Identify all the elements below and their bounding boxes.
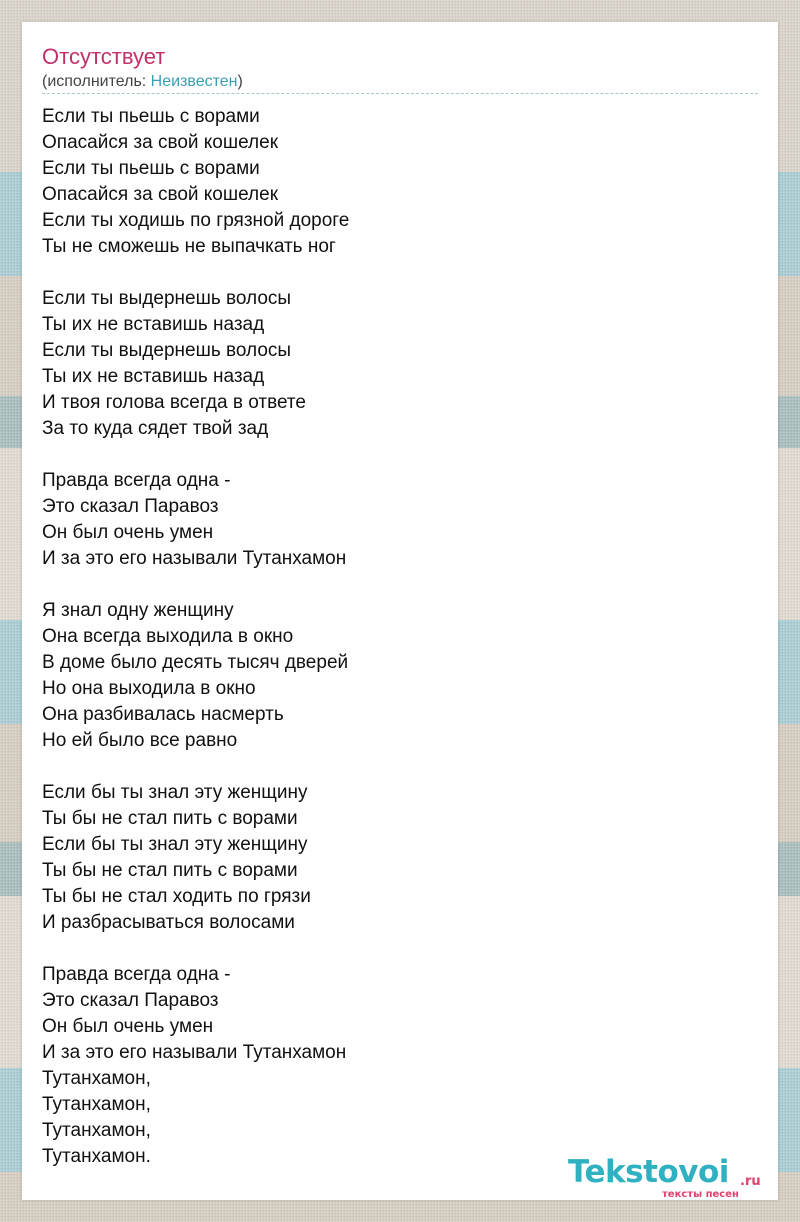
lyric-line: В доме было десять тысяч дверей: [42, 652, 349, 673]
lyric-line: Ты бы не стал пить с ворами: [42, 808, 298, 829]
lyric-line: Если ты выдернешь волосы: [42, 340, 292, 361]
lyric-line: Я знал одну женщину: [42, 600, 234, 621]
lyrics-body: [42, 104, 758, 1196]
logo-tld: .ru: [740, 1174, 761, 1189]
lyric-line: Она разбивалась насмерть: [42, 704, 284, 725]
lyric-line: Если ты пьешь с ворами: [42, 106, 260, 127]
lyric-line: И за это его называли Тутанхамон: [42, 548, 347, 569]
lyric-line: Тутанхамон,: [42, 1094, 151, 1115]
lyric-line: Это сказал Паравоз: [42, 496, 219, 517]
lyric-line: Тутанхамон,: [42, 1068, 151, 1089]
lyric-line: Ты их не вставишь назад: [42, 366, 265, 387]
lyric-line: Он был очень умен: [42, 1016, 214, 1037]
lyrics-card: [22, 22, 778, 1200]
lyric-line: Если ты ходишь по грязной дороге: [42, 210, 350, 231]
logo-tagline: тексты песен: [662, 1189, 739, 1200]
lyric-line: Тутанхамон.: [42, 1146, 151, 1167]
lyric-line: Опасайся за свой кошелек: [42, 132, 279, 153]
lyrics-stanza: [42, 104, 758, 260]
lyric-line: Ты не сможешь не выпачкать ног: [42, 236, 336, 257]
lyric-line: Правда всегда одна -: [42, 964, 231, 985]
lyric-line: Тутанхамон,: [42, 1120, 151, 1141]
artist-prefix: (исполнитель:: [42, 73, 151, 90]
lyric-line: Это сказал Паравоз: [42, 990, 219, 1011]
lyric-line: Ты их не вставишь назад: [42, 314, 265, 335]
lyric-line: Но ей было все равно: [42, 730, 238, 751]
lyric-line: Ты бы не стал пить с ворами: [42, 860, 298, 881]
title-divider: [42, 93, 758, 94]
lyric-line: Опасайся за свой кошелек: [42, 184, 279, 205]
lyric-line: Если бы ты знал эту женщину: [42, 834, 308, 855]
lyrics-stanza: [42, 780, 758, 936]
lyric-line: И разбрасываться волосами: [42, 912, 295, 933]
lyric-line: Если ты пьешь с ворами: [42, 158, 260, 179]
lyrics-stanza: [42, 598, 758, 754]
lyrics-stanza: [42, 962, 758, 1170]
lyric-line: За то куда сядет твой зад: [42, 418, 269, 439]
lyrics-stanza: [42, 286, 758, 442]
lyrics-stanza: [42, 468, 758, 572]
lyric-line: Если ты выдернешь волосы: [42, 288, 292, 309]
lyric-line: Ты бы не стал ходить по грязи: [42, 886, 311, 907]
lyric-line: Она всегда выходила в окно: [42, 626, 294, 647]
logo-name: Tekstovoi: [568, 1154, 729, 1190]
lyric-line: И за это его называли Тутанхамон: [42, 1042, 347, 1063]
lyric-line: Если бы ты знал эту женщину: [42, 782, 308, 803]
artist-link[interactable]: Неизвестен: [150, 73, 238, 90]
lyric-line: Но она выходила в окно: [42, 678, 256, 699]
lyric-line: Правда всегда одна -: [42, 470, 231, 491]
lyric-line: И твоя голова всегда в ответе: [42, 392, 306, 413]
lyric-line: Он был очень умен: [42, 522, 214, 543]
song-title: Отсутствует: [42, 44, 166, 69]
site-logo[interactable]: [568, 1154, 778, 1202]
artist-line: [42, 72, 243, 92]
artist-suffix: ): [237, 73, 243, 90]
